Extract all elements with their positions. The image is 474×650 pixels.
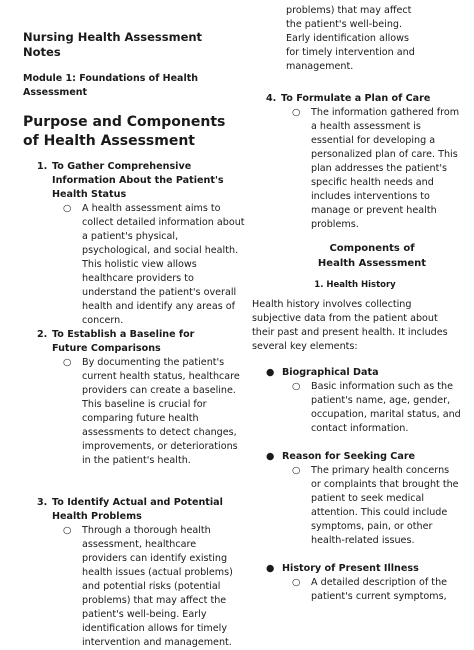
purpose-title: To Establish a Baseline for Future Comparisons [52,329,195,354]
purpose-title: To Formulate a Plan of Care [281,93,431,104]
circle-bullet-icon: ○ [63,357,72,368]
element-detail-text: The primary health concerns or complaints that brought the patient to seek medical attention. This could include symptoms, pain, or other health-related issues. [311,465,459,546]
circle-bullet-icon: ○ [292,107,301,118]
purpose-item-4 [266,92,458,106]
element-title: Reason for Seeking Care [282,451,416,462]
components-heading: Components of Health Assessment [317,243,427,269]
element-title: History of Present Illness [282,563,419,574]
dot-bullet-icon: ● [266,563,275,574]
element-item-1 [266,366,456,380]
continued-text-2: the patient's well-being. [286,19,403,30]
purpose-number: 1. [37,161,48,172]
element-item-2 [266,450,456,464]
dot-bullet-icon: ● [266,367,275,378]
element-detail-text: Basic information such as the patient's name, age, gender, occupation, marital status, and contact information. [311,381,461,434]
purpose-detail-2 [63,356,243,468]
purpose-detail-text: A health assessment aims to collect detailed information about a patient's physical, psychological, and social health. This holistic view allows healthcare providers to understand the patient's overall health and identify any areas of concern. [82,203,245,326]
purpose-item-1 [37,160,233,202]
purpose-item-3 [37,496,239,524]
section-heading: Purpose and Components of Health Assessment [23,114,226,149]
purpose-number: 4. [266,93,277,104]
purpose-detail-1 [63,202,248,328]
continued-text-3: Early identification allows [286,33,409,44]
circle-bullet-icon: ○ [292,465,301,476]
element-detail-3 [292,576,462,604]
element-detail-2 [292,464,460,548]
purpose-title: To Identify Actual and Potential Health Problems [52,497,223,522]
continued-text-4: for timely intervention and [286,47,415,58]
element-title: Biographical Data [282,367,379,378]
circle-bullet-icon: ○ [63,525,72,536]
continued-text-5: management. [286,61,354,72]
dot-bullet-icon: ● [266,451,275,462]
element-detail-text: A detailed description of the patient's current symptoms, [311,577,448,602]
purpose-detail-4 [292,106,462,232]
health-history-subheading: 1. Health History [314,280,396,290]
circle-bullet-icon: ○ [292,381,301,392]
purpose-number: 3. [37,497,48,508]
purpose-item-2 [37,328,227,356]
purpose-detail-3 [63,524,235,648]
purpose-title: To Gather Comprehensive Information About the Patient's Health Status [52,161,224,200]
document-title: Nursing Health Assessment Notes [23,30,203,59]
purpose-detail-text: Through a thorough health assessment, healthcare providers can identify existing health issues (actual problems) and potential risks (potential problems) that may affect the patient's well-being. Early identification allows for timely intervention and management. [82,525,233,648]
purpose-detail-3-continued [286,4,454,74]
purpose-detail-text: By documenting the patient's current health status, healthcare providers can create a baseline. This baseline is crucial for comparing future health assessments to detect changes, improvements, or deteriorations in the patient's health. [82,357,240,466]
element-item-3 [266,562,456,576]
continued-text-1: problems) that may affect [286,5,412,16]
element-detail-1 [292,380,462,436]
health-history-intro: Health history involves collecting subjective data from the patient about their past and present health. It includes several key elements: [252,299,448,352]
circle-bullet-icon: ○ [63,203,72,214]
purpose-detail-text: The information gathered from a health assessment is essential for developing a personalized plan of care. This plan addresses the patient's specific health needs and includes interventions to manage or prevent health problems. [311,107,460,230]
module-heading: Module 1: Foundations of Health Assessment [23,73,199,98]
purpose-number: 2. [37,329,48,340]
circle-bullet-icon: ○ [292,577,301,588]
